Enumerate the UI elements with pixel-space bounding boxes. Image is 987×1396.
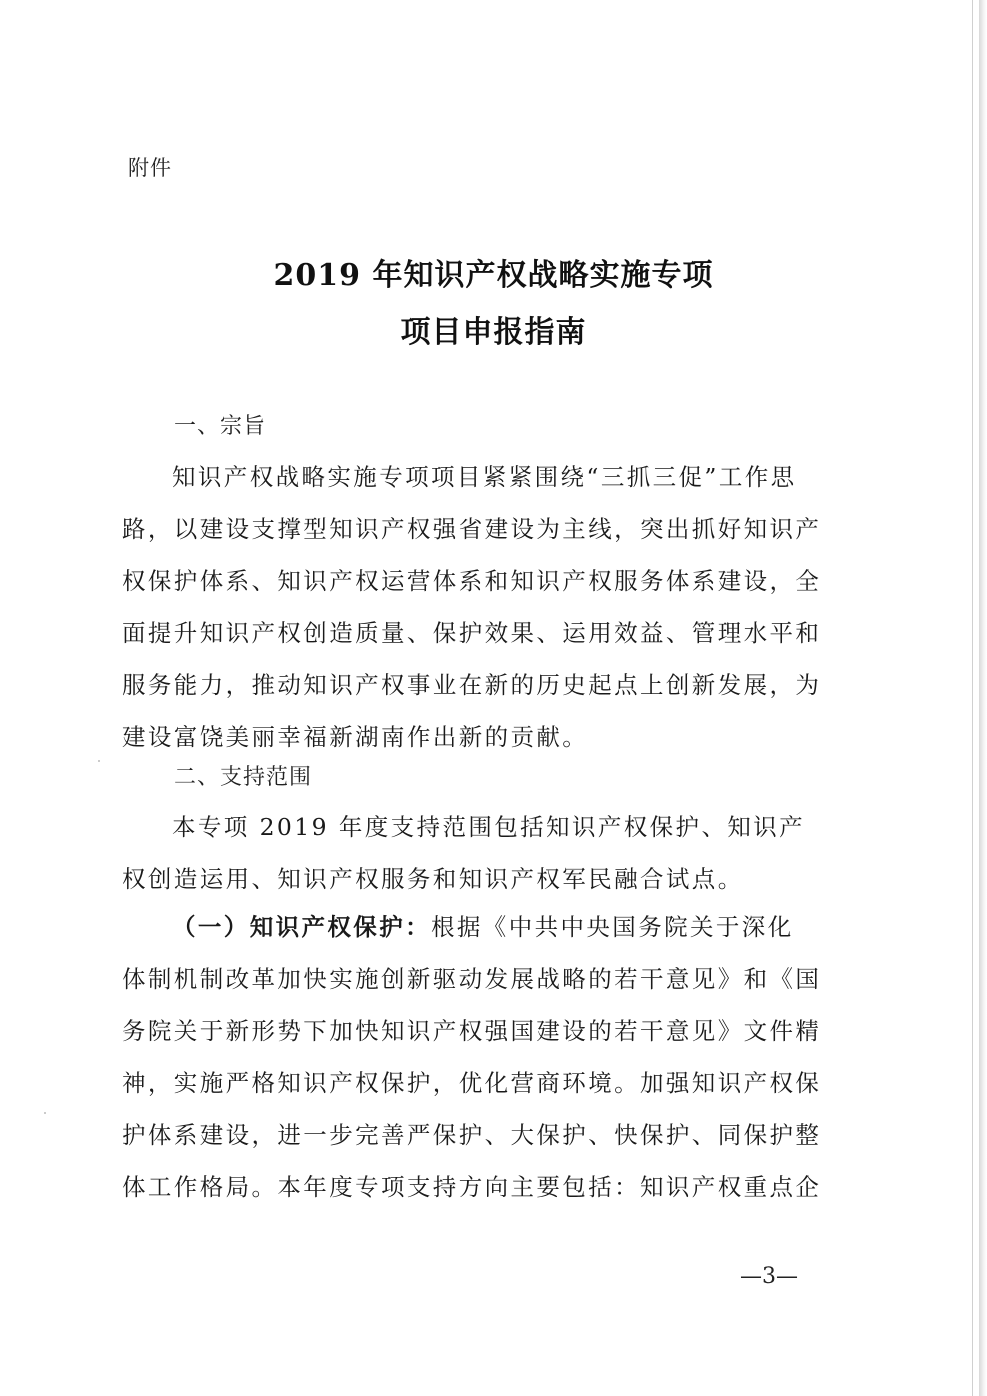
paragraph-line: 神，实施严格知识产权保护，优化营商环境。加强知识产权保 [122,1069,822,1097]
section-heading-purpose: 一、宗旨 [174,414,267,439]
paragraph-line: 权保护体系、知识产权运营体系和知识产权服务体系建设，全 [122,567,822,595]
attachment-label: 附件 [128,156,172,180]
subsection-ip-protection-paragraph [122,901,822,1213]
paragraph-line: 建设富饶美丽幸福新湖南作出新的贡献。 [122,723,589,751]
document-title-line-1: 2019 年知识产权战略实施专项 [273,258,714,293]
paragraph-line: 体制机制改革加快实施创新驱动发展战略的若干意见》和《国 [122,965,822,993]
paragraph-line-rest: 根据《中共中央国务院关于深化 [431,913,794,941]
document-title-line-2: 项目申报指南 [400,315,587,350]
scan-speck [98,760,100,762]
paragraph-line: 权创造运用、知识产权服务和知识产权军民融合试点。 [122,865,744,893]
paragraph-line: 面提升知识产权创造质量、保护效果、运用效益、管理水平和 [122,619,822,647]
paragraph-line: 务院关于新形势下加快知识产权强国建设的若干意见》文件精 [122,1017,822,1045]
scan-speck [44,1112,46,1114]
scan-page-edge [979,0,987,1396]
scan-edge-line [972,0,973,1396]
section-heading-scope: 二、支持范围 [174,765,313,790]
paragraph-line [122,901,812,953]
paragraph-line: 路，以建设支撑型知识产权强省建设为主线，突出抓好知识产 [122,515,822,543]
section-scope-paragraph [122,801,812,905]
section-purpose-paragraph [122,451,822,763]
paragraph-line: 服务能力，推动知识产权事业在新的历史起点上创新发展，为 [122,671,822,699]
paragraph-line: 体工作格局。本年度专项支持方向主要包括：知识产权重点企 [122,1173,822,1201]
page-number: —3— [740,1264,798,1289]
paragraph-line: 知识产权战略实施专项项目紧紧围绕“三抓三促”工作思 [172,463,797,491]
paragraph-line: 护体系建设，进一步完善严保护、大保护、快保护、同保护整 [122,1121,822,1149]
subsection-lead: （一）知识产权保护： [172,913,431,941]
paragraph-line: 本专项 2019 年度支持范围包括知识产权保护、知识产 [172,813,806,841]
